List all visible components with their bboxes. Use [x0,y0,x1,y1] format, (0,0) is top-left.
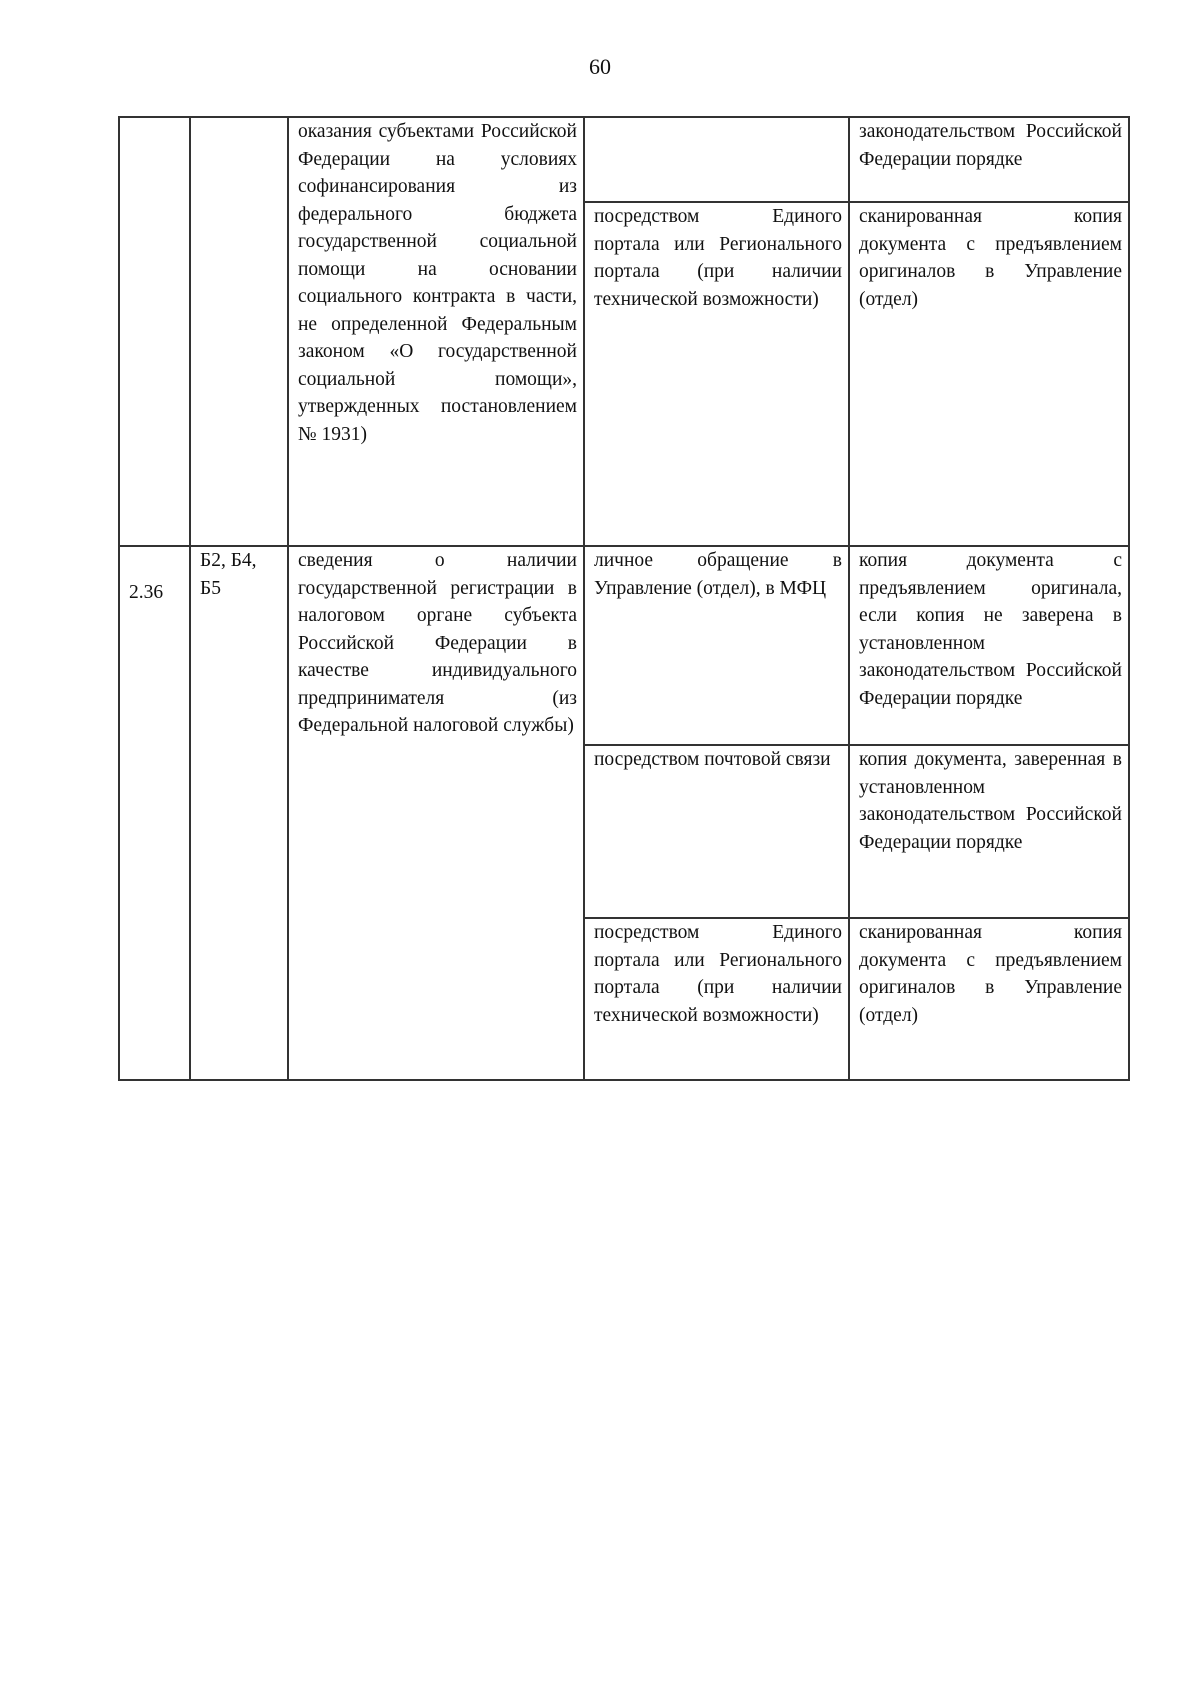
documents-table [118,116,1130,1081]
document-name-cell: оказания субъектами Российской Федерации на условиях софинансирования из федерального бюджета государственной социальной помощи на основании социального контракта в части, не определенной Федеральным законом «О государственной социальной помощи», утвержденных постановлением № 1931) [288,117,584,546]
document-name-cell: сведения о наличии государственной регистрации в налоговом органе субъекта Российской Федерации в качестве индивидуального предпринимателя (из Федеральной налоговой службы) [288,546,584,1080]
item-number-cell [119,117,190,546]
submission-form-cell: копия документа с предъявлением оригинала, если копия не заверена в установленном законодательством Российской Федерации порядке [849,546,1129,745]
submission-form-cell: законодательством Российской Федерации порядке [849,117,1129,202]
submission-form-cell: копия документа, заверенная в установленном законодательством Российской Федерации порядке [849,745,1129,918]
item-number-cell: 2.36 [119,546,190,1080]
submission-form-cell: сканированная копия документа с предъявлением оригиналов в Управление (отдел) [849,918,1129,1080]
table-row [119,117,1129,202]
submission-way-cell: посредством Единого портала или Регионального портала (при наличии технической возможности) [584,202,849,546]
category-codes-cell: Б2, Б4, Б5 [190,546,288,1080]
page-number: 60 [589,54,611,79]
table-row [119,546,1129,745]
submission-way-cell: посредством почтовой связи [584,745,849,918]
category-codes-cell [190,117,288,546]
submission-form-cell: сканированная копия документа с предъявлением оригиналов в Управление (отдел) [849,202,1129,546]
submission-way-cell [584,117,849,202]
submission-way-cell: посредством Единого портала или Регионального портала (при наличии технической возможности) [584,918,849,1080]
submission-way-cell: личное обращение в Управление (отдел), в МФЦ [584,546,849,745]
